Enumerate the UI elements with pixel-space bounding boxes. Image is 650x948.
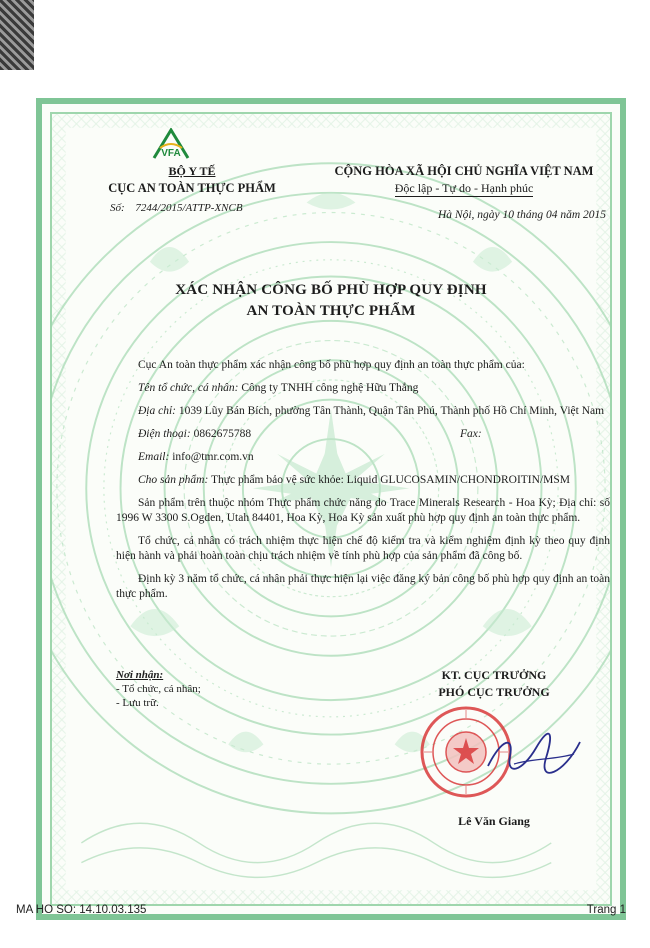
ministry-name: BỘ Y TẾ [168,164,216,178]
origin-paragraph: Sản phẩm trên thuộc nhóm Thực phẩm chức năng do Trace Minerals Research - Hoa Kỳ; Địa chỉ: số 1996 W 3300 S.Ogden, Utah 84401, Hoa Kỳ, Hoa Kỳ sản xuất phù hợp quy định an toàn thực phẩm. [116,497,610,524]
recipients-block [116,668,201,710]
email-label: Email: [138,451,170,463]
scan-barcode-corner [0,0,34,70]
recipients-heading: Nơi nhận: [116,669,164,681]
document-number-label: Số: [110,202,125,214]
responsibility-paragraph: Tổ chức, cá nhân có trách nhiệm thực hiện chế độ kiểm tra và kiểm nghiệm định kỳ theo quy định hiện hành và phải hoàn toàn chịu trách nhiệm về tính phù hợp của sản phẩm đã công bố. [116,535,610,562]
email-row [116,450,610,465]
fax-label: Fax: [460,428,482,440]
email-value: info@tmr.com.vn [172,451,254,463]
document-number-value: 7244/2015/ATTP-XNCB [135,202,243,214]
title-line-2: AN TOÀN THỰC PHẨM [246,303,416,319]
page-number: Trang 1 [586,904,626,916]
product-value: Thực phẩm bảo vệ sức khỏe: Liquid GLUCOSAMIN/CHONDROITIN/MSM [210,474,570,486]
document-body [116,358,610,610]
signature-title-2: PHÓ CỤC TRƯỞNG [438,685,550,699]
signer-name: Lê Văn Giang [458,814,530,828]
product-label: Cho sản phẩm: [138,474,209,486]
certificate-inner-border [50,112,612,906]
address-label: Địa chỉ: [138,405,177,417]
address-row [116,404,610,419]
phone-row [116,427,610,442]
product-row [116,473,610,488]
national-motto: Độc lập - Tự do - Hạnh phúc [394,181,534,195]
national-header [314,164,612,221]
country-name: CỘNG HÒA XÃ HỘI CHỦ NGHĨA VIỆT NAM [334,164,594,178]
document-title [52,280,610,322]
address-value: 1039 Lũy Bán Bích, phường Tân Thành, Quận Tân Phú, Thành phố Hồ Chí Minh, Việt Nam [178,405,605,417]
certificate-content [52,114,610,904]
document-number [92,202,292,214]
signature-mark [484,728,584,778]
organization-label: Tên tổ chức, cá nhân: [138,382,239,394]
vfa-logo-icon [150,128,192,162]
phone-value: 0862675788 [193,428,252,440]
file-code: MA HO SO: 14.10.03.135 [16,904,147,916]
intro-paragraph: Cục An toàn thực phẩm xác nhận công bố phù hợp quy định an toàn thực phẩm của: [138,359,525,371]
organization-value: Công ty TNHH công nghệ Hữu Thắng [241,382,419,394]
signature-title-1: KT. CỤC TRƯỞNG [441,668,547,682]
recipient-item: - Lưu trữ. [116,697,159,709]
issuer-block [92,164,292,214]
title-line-1: XÁC NHẬN CÔNG BỐ PHÙ HỢP QUY ĐỊNH [175,282,487,298]
certificate-border [36,98,626,920]
place-date: Hà Nội, ngày 10 tháng 04 năm 2015 [437,209,606,221]
vfa-logo-text: VFA [161,148,181,159]
signature-titles [404,668,584,700]
phone-label: Điện thoại: [138,428,191,440]
organization-row [116,381,610,396]
periodic-paragraph: Định kỳ 3 năm tổ chức, cá nhân phải thực hiện lại việc đăng ký bản công bố phù hợp quy định an toàn thực phẩm. [116,573,610,600]
agency-name: CỤC AN TOÀN THỰC PHẨM [108,181,276,195]
recipient-item: - Tổ chức, cá nhân; [116,683,201,695]
